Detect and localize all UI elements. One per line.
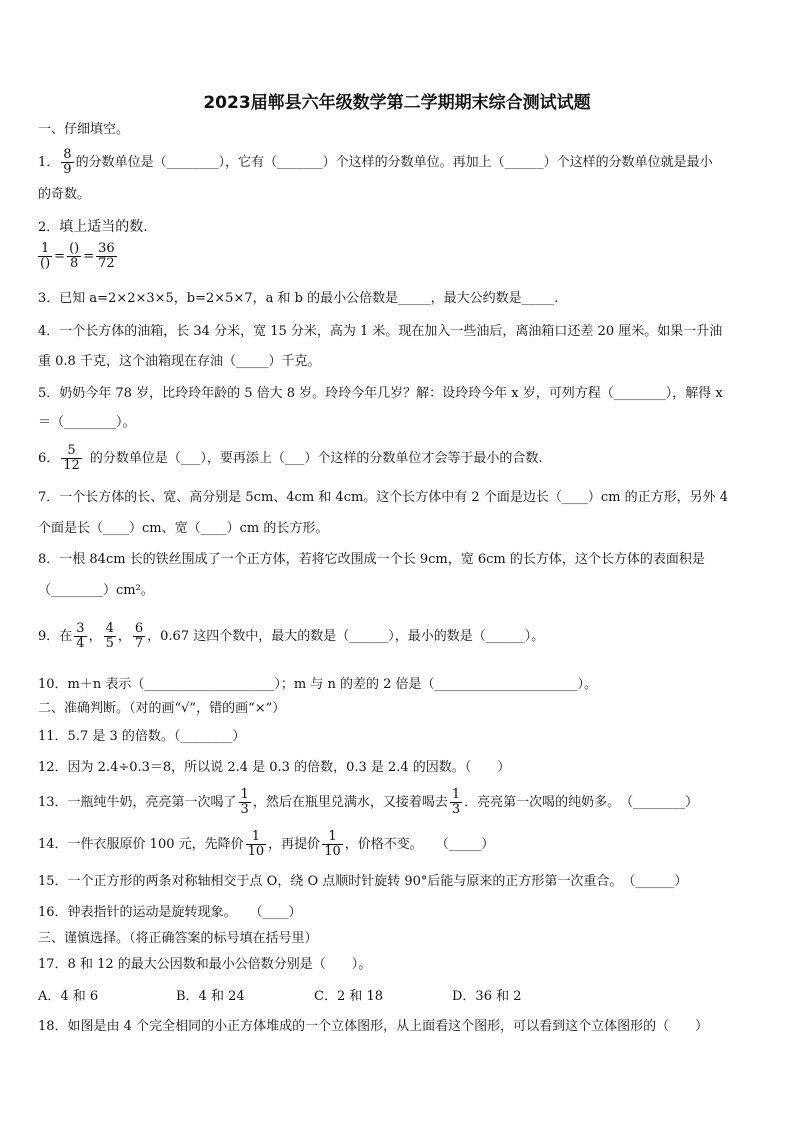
question-number: 1． xyxy=(38,155,60,170)
question-4-line-1: 4．一个长方体的油箱，长 34 分米，宽 15 分米，高为 1 米。现在加入一些油后，离油箱口还差 20 厘米。如果一升油 xyxy=(38,324,723,339)
question-17-options xyxy=(38,988,766,1006)
question-4-line-2: 重 0.8 千克，这个油箱现在存油（_____）千克。 xyxy=(38,354,321,369)
question-17: 17．8 和 12 的最大公因数和最小公倍数分别是（ ）。 xyxy=(38,957,372,972)
question-7-line-2: 个面是长（____）cm、宽（____）cm 的长方形。 xyxy=(38,521,329,536)
fraction: $\frac{()}{8}$ xyxy=(69,241,80,271)
section-heading-2: 二、准确判断。（对的画“√”，错的画“×”） xyxy=(38,701,286,716)
question-2: 2．填上适当的数. xyxy=(38,219,148,235)
option-c: C．2 和 18 xyxy=(314,989,384,1004)
fraction: $\frac{1}{3}$ xyxy=(451,787,461,817)
question-2-equation: $\frac{1}{()}$ = $\frac{()}{8}$ = $\frac{36}{72}$ xyxy=(40,241,115,271)
question-text: 的分数单位是（________），它有（_______）个这样的分数单位。再加上（______）个这样的分数单位就是最小 xyxy=(75,155,713,170)
question-5-line-2: ＝（________）。 xyxy=(38,415,136,430)
fraction: $\frac{1}{10}$ xyxy=(324,829,341,859)
section-heading-1: 一、仔细填空。 xyxy=(38,122,130,137)
question-11: 11．5.7 是 3 的倍数。（________） xyxy=(38,729,246,744)
question-3: 3．已知 a=2×2×3×5，b=2×5×7，a 和 b 的最小公倍数是_____，最大公约数是_____. xyxy=(38,291,559,306)
question-18: 18．如图是由 4 个完全相同的小正方体堆成的一个立体图形，从上面看这个图形，可以看到这个立体图形的（ ） xyxy=(38,1019,709,1034)
fraction: $\frac{3}{4}$ xyxy=(76,621,85,651)
question-14: 14．一件衣服原价 100 元，先降价 $\frac{1}{10}$ ，再提价 $\frac{1}{10}$ ，价格不变。 （_____） xyxy=(38,829,495,859)
question-1-line-2: 的奇数。 xyxy=(38,187,91,202)
fraction: $\frac{8}{9}$ xyxy=(63,147,72,177)
option-d: D．36 和 2 xyxy=(452,989,522,1004)
question-10: 10．m＋n 表示（____________________）；m 与 n 的差的 2 倍是（______________________）。 xyxy=(38,677,598,692)
fraction: $\frac{36}{72}$ xyxy=(98,241,115,271)
fraction: $\frac{6}{7}$ xyxy=(134,621,144,651)
fraction: $\frac{5}{12}$ xyxy=(63,443,80,473)
page-title: 2023届郸县六年级数学第二学期期末综合测试试题 xyxy=(203,93,591,113)
fraction: $\frac{1}{10}$ xyxy=(247,829,265,859)
fraction: $\frac{1}{()}$ xyxy=(40,241,51,271)
option-b: B．4 和 24 xyxy=(176,989,245,1004)
question-8-line-1: 8．一根 84cm 长的铁丝围成了一个正方体，若将它改围成一个长 9cm，宽 6cm 的长方体，这个长方体的表面积是 xyxy=(38,552,705,567)
question-7-line-1: 7．一个长方体的长、宽、高分别是 5cm、4cm 和 4cm。这个长方体中有 2 个面是边长（____）cm 的正方形，另外 4 xyxy=(38,490,728,505)
question-5-line-1: 5．奶奶今年 78 岁，比玲玲年龄的 5 倍大 8 岁。玲玲今年几岁？解：设玲玲今年 x 岁，可列方程（________），解得 x xyxy=(38,386,723,401)
question-1-line-1 xyxy=(38,148,766,177)
question-8-line-2: （________）cm²。 xyxy=(38,583,154,598)
section-heading-3: 三、谨慎选择。（将正确答案的标号填在括号里） xyxy=(38,931,318,946)
option-a: A．4 和 6 xyxy=(38,989,99,1004)
question-9: 9．在 $\frac{3}{4}$ ， $\frac{4}{5}$ ， $\frac{6}{7}$ ，0.67 这四个数中，最大的数是（______），最小的数是（______）。 xyxy=(38,621,545,651)
question-16: 16．钟表指针的运动是旋转现象。 （____） xyxy=(38,905,302,920)
fraction: $\frac{1}{3}$ xyxy=(240,787,249,817)
question-12: 12．因为 2.4÷0.3＝8，所以说 2.4 是 0.3 的倍数，0.3 是 2.4 的因数。（ ） xyxy=(38,760,511,775)
fraction: $\frac{4}{5}$ xyxy=(105,621,114,651)
question-15: 15．一个正方形的两条对称轴相交于点 O，绕 O 点顺时针旋转 90°后能与原来的正方形第一次重合。 （______） xyxy=(38,874,688,889)
question-13: 13．一瓶纯牛奶，亮亮第一次喝了 $\frac{1}{3}$ ，然后在瓶里兑满水，又接着喝去 $\frac{1}{3}$ ．亮亮第一次喝的纯奶多。 （________） xyxy=(38,787,699,817)
question-6: 6． $\frac{5}{12}$ 的分数单位是（___），要再添上（___）个这样的分数单位才会等于最小的合数. xyxy=(38,443,543,473)
